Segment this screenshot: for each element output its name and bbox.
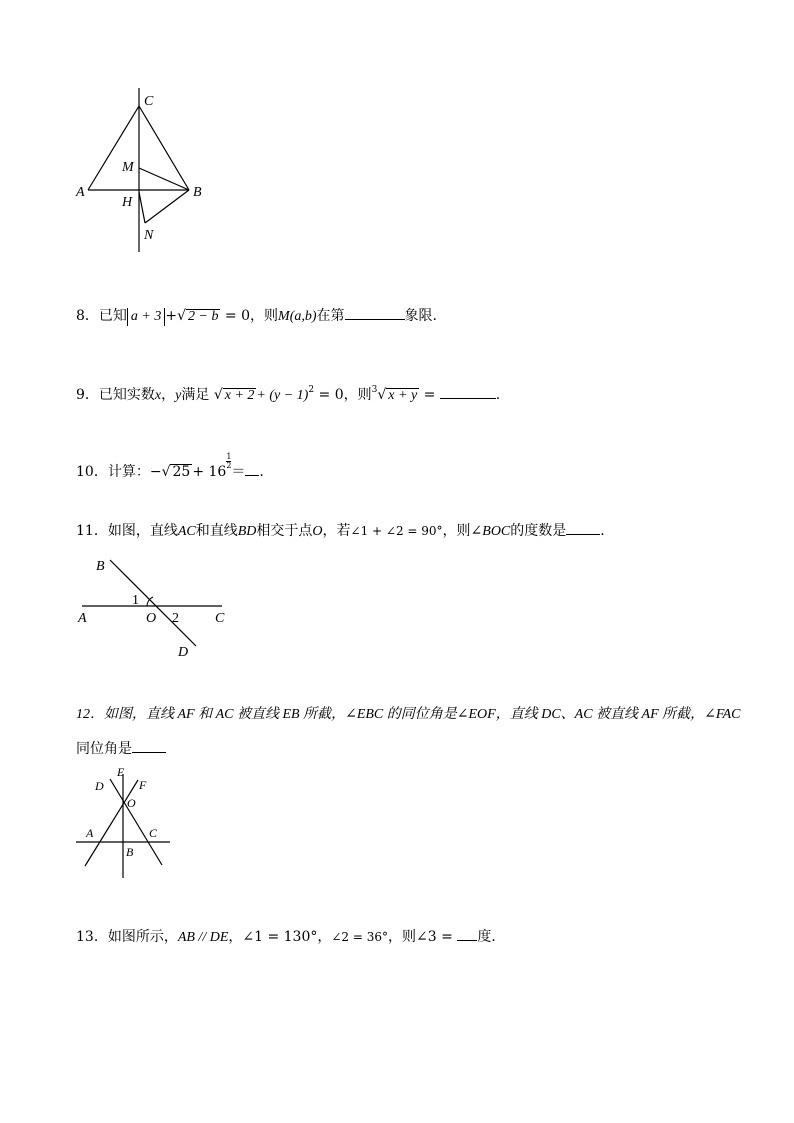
segment-mb [139,168,189,190]
q11-angle-boc: ∠BOC [470,524,511,539]
label-f: F [139,778,147,792]
q10-radicand: 25 [172,464,191,480]
q10-plus-16: + 16 [192,464,227,480]
q9-exponent: 2 [308,385,315,395]
intersecting-lines-figure-q11 [70,550,250,665]
q10-radical-sign: √ [161,464,171,480]
line-dc [110,779,162,865]
q8-coordinates: (a,b) [289,309,317,324]
q13-text-3: 度. [477,929,496,945]
q11-line-ac: AC [177,524,196,539]
q10-exp-numerator: 1 [226,452,232,461]
q8-equals: = 0， [220,308,265,324]
q11-text-6: 的度数是 [510,523,567,539]
q8-radical-sign: √ [177,308,187,324]
q10-text: 计算： [107,464,150,480]
q9-number: 9． [76,387,99,403]
segment-cb [139,106,189,190]
label-o: O [146,611,157,626]
q12-answer-blank[interactable] [132,739,166,753]
label-d: D [178,645,189,660]
label-angle-1: 1 [132,593,139,608]
q9-comma: ， [161,387,176,403]
q10-equals: ＝ [231,464,246,480]
label-c: C [215,611,225,626]
label-m: M [122,160,134,175]
q9-radical-sign: √ [213,387,223,403]
q13-angle-3: ∠3 = [416,929,453,945]
q9-var-x: x [154,388,162,403]
label-d: D [95,779,104,793]
q11-point-o: O [312,524,323,539]
question-8 [76,306,437,326]
label-b: B [193,185,202,200]
q13-text-2: ，则 [388,929,417,945]
label-n: N [144,228,154,243]
q11-condition: ∠1 + ∠2 = 90° [350,524,443,538]
q11-line-bd: BD [237,524,257,539]
q13-parallel: AB // DE [177,930,229,945]
question-12-line-1: 12．如图，直线 AF 和 AC 被直线 EB 所截，∠EBC 的同位角是∠EOF，直线 DC、AC 被直线 AF 所截，∠FAC [76,707,741,722]
q13-comma: ， [228,929,243,945]
q8-text-2: 则 [264,308,279,324]
q8-absolute-value: a + 3 [127,308,165,326]
q9-var-y: y [175,388,182,403]
q11-text-4: ，若 [322,523,351,539]
q13-text: 如图所示， [107,929,178,945]
label-a: A [78,611,87,626]
label-angle-2: 2 [172,611,179,626]
q8-answer-blank[interactable] [345,306,405,320]
question-13 [76,927,496,947]
q11-period: . [600,523,605,539]
q9-text: 已知实数 [98,387,155,403]
triangle-figure-q7 [60,80,240,260]
q10-period: . [259,464,264,480]
q9-text-2: 满足 [181,387,210,403]
q13-angle-2: ∠2 = 36° [331,930,389,944]
label-o: O [127,796,136,810]
q10-number: 10． [76,464,108,480]
q8-text-3: 在第 [316,308,345,324]
q11-text-2: 和直线 [195,523,238,539]
q10-minus: − [149,464,162,480]
segment-ac [88,106,139,190]
question-9 [76,381,500,405]
q10-answer-blank[interactable] [245,462,259,476]
q9-cube-radicand: x + y [388,388,418,403]
label-b: B [96,559,105,574]
q11-number: 11． [76,523,108,539]
q11-answer-blank[interactable] [566,521,600,535]
q9-answer-blank[interactable] [440,385,496,399]
q8-text-4: 象限. [404,308,437,324]
q8-plus: + [165,308,178,324]
q11-text-3: 相交于点 [256,523,313,539]
q9-radicand: x + 2 [224,388,255,403]
q9-period: . [495,387,501,403]
q12-text: 同位角是 [76,741,132,757]
label-e: E [117,765,125,779]
label-a: A [76,185,85,200]
q8-number: 8． [76,308,99,324]
q8-radicand: 2 − b [188,309,219,324]
question-12-line-2 [76,739,166,758]
question-11 [76,521,605,541]
q9-cube-root-sign: √ [377,387,387,403]
line-bd [110,560,196,646]
q9-equals: = 0，则 [314,387,372,403]
q13-number: 13． [76,929,108,945]
label-b: B [126,845,134,859]
q13-angle-1: ∠1 = 130° [242,929,318,945]
q11-text-5: ，则 [442,523,471,539]
q8-point-m: M [278,309,290,324]
q10-exp-denominator: 2 [226,461,232,470]
q13-answer-blank[interactable] [457,927,477,941]
q13-comma-2: ， [317,929,332,945]
label-a: A [86,826,94,840]
q8-text: 已知 [98,308,127,324]
segment-n [139,192,145,223]
q9-equals-2: = [419,387,436,403]
q11-text: 如图，直线 [107,523,178,539]
transversal-figure-q12 [70,762,180,882]
question-10 [76,453,264,481]
label-h: H [122,195,133,210]
q9-square-term: + (y − 1) [256,388,309,403]
segment-bn [145,190,189,223]
q9-root-index: 3 [371,385,378,395]
label-c: C [144,94,154,109]
label-c: C [149,826,158,840]
